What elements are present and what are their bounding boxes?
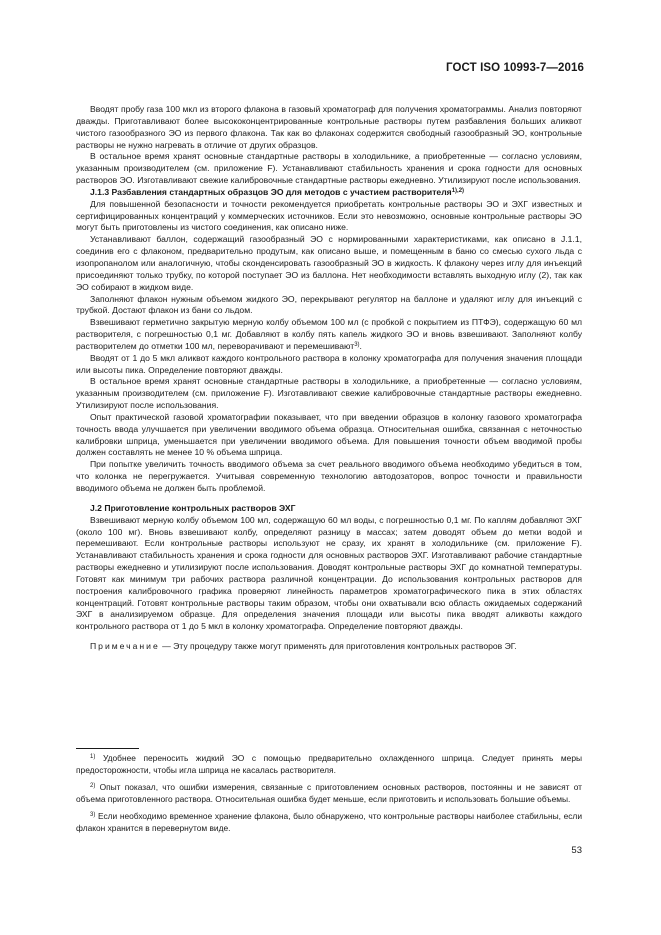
- footnote-mark: 3): [90, 811, 96, 818]
- paragraph: Для повышенной безопасности и точности рекомендуется приобретать контрольные растворы ЭО и ЭХГ известных и сертифицированных концентраций у коммерческих источников. Если это невозможно, основные контрольные растворы ЭО могут быть приготовлены из чистого соединения, как описано ниже.: [76, 198, 582, 233]
- paragraph: В остальное время хранят основные стандартные растворы в холодильнике, а приобретенные — согласно условиям, указанным производителем (см. приложение F). Устанавливают стабильность хранения и срока годности для основных растворов ЭО. Изготавливают свежие калибровочные стандартные растворы ежедневно. Утилизируют после использования.: [76, 151, 582, 186]
- footnote-separator: [76, 748, 139, 749]
- note-text: Эту процедуру также могут применять для приготовления контрольных растворов ЭГ.: [173, 641, 517, 652]
- note-dash: —: [162, 641, 171, 652]
- paragraph-end: .: [359, 340, 362, 351]
- section-heading-j2: J.2 Приготовление контрольных растворов ЭХГ: [90, 502, 296, 513]
- paragraph: Вводят от 1 до 5 мкл аликвот каждого контрольного раствора в колонку хроматографа для получения значения площади или высоты пика. Определение повторяют дважды.: [76, 352, 582, 375]
- document-body: [76, 104, 582, 653]
- footnotes: [76, 748, 582, 839]
- paragraph: Опыт практической газовой хроматографии показывает, что при введении образцов в колонку газового хроматографа точность ввода улучшается при увеличении вводимого объема образца. Относительная ошибка, связанная с неточностью калибровки шприца, уменьшается при увеличении вводимого объема. Для повышения точности объем вводимой пробы должен составлять не менее 10 % объема шприца.: [76, 411, 582, 458]
- paragraph: Устанавливают баллон, содержащий газообразный ЭО с нормированными характеристиками, как описано в J.1.1, соединив его с флаконом, предварительно продутым, как описано выше, и помещенным в баню со смесью сухого льда с изопропанолом или аналогичную, чтобы сконденсировать газообразный ЭО в жидкость. К флакону через иглу для инъекций присоединяют только трубку, по которой поступает ЭО из баллона. Нет необходимости вставлять выходную иглу (2), так как ЭО собирают в жидком виде.: [76, 234, 582, 292]
- footnote-ref: 3): [354, 341, 360, 348]
- note-label: Примечание: [90, 641, 160, 652]
- footnote-mark: 1): [90, 754, 96, 760]
- paragraph: Вводят пробу газа 100 мкл из второго флакона в газовый хроматограф для получения хроматограммы. Анализ повторяют дважды. Приготавливают более высококонцентрированные контрольные растворы путем разбавления больших аликвот чистого газообразного ЭО из первого флакона. Так как во флаконах содержится свободный газообразный ЭО, контрольные растворы не нужно нагревать в отличие от других образцов.: [76, 104, 582, 150]
- heading-text: J.1.3 Разбавления стандартных образцов ЭО для методов с участием растворителя: [90, 186, 452, 197]
- paragraph: Заполняют флакон нужным объемом жидкого ЭО, перекрывают регулятор на баллоне и удаляют иглу для инъекций с трубкой. Достают флакон из бани со льдом.: [76, 293, 582, 316]
- paragraph: В остальное время хранят основные стандартные растворы в холодильнике, а приобретенные — согласно условиям, указанным производителем (см. приложение F). Изготавливают свежие калибровочные стандартные растворы ежедневно. Утилизируют после использования.: [76, 376, 582, 411]
- page-number: 53: [571, 845, 582, 856]
- paragraph: [76, 317, 582, 353]
- paragraph: При попытке увеличить точность вводимого объема за счет реального вводимого объема необходимо убедиться в том, что колонка не перегружается. Учитывая современную технологию автодозаторов, вопрос точности и правильности вводимого объема не должен быть проблемой.: [76, 459, 582, 493]
- footnote: [76, 811, 582, 835]
- footnote-mark: 2): [90, 782, 96, 789]
- footnote-text: Если необходимо временное хранение флакона, было обнаружено, что контрольные растворы наиболее стабильны, если флакон хранится в перевернутом виде.: [76, 810, 582, 833]
- paragraph-text: Взвешивают герметично закрытую мерную колбу объемом 100 мл (с пробкой с покрытием из ПТФЭ), содержащую 60 мл растворителя, с погрешностью 0,1 мг. Добавляют в колбу пять капель жидкого ЭО и вновь взвешивают. Заполняют колбу растворителем до отметки 100 мл, переворачивают и перемешивают: [76, 317, 582, 351]
- document-header: ГОСТ ISO 10993-7—2016: [446, 62, 584, 74]
- footnote-text: Удобнее переносить жидкий ЭО с помощью предварительно охлажденного шприца. Следует принять меры предосторожности, чтобы игла шприца не касалась растворителя.: [76, 753, 582, 775]
- paragraph: Взвешивают мерную колбу объемом 100 мл, содержащую 60 мл воды, с погрешностью 0,1 мг. По каплям добавляют ЭХГ (около 100 мг). Вновь взвешивают колбу, определяют разницу в массах; затем доводят объем до метки водой и перемешивают. Если контрольные растворы используют не сразу, их хранят в холодильнике (см. приложение F). Устанавливают стабильность хранения и срока годности для основных растворов ЭХГ. Изготавливают рабочие стандартные растворы ежедневно и утилизируют после использования. Доводят контрольные растворы ЭХГ до комнатной температуры. Готовят как минимум три рабочих раствора различной концентрации. До использования контрольных растворов для построения калибровочного графика проверяют линейность параметров хроматографического пика в этих областях концентраций. Готовят контрольные растворы таким образом, чтобы они охватывали всю область ожидаемых содержаний ЭХГ в анализируемом образце. Для определения значения площади или высоты пика вводят аликвоты каждого контрольного раствора от 1 до 5 мкл в колонку хроматографа. Определение повторяют дважды.: [76, 514, 582, 632]
- footnote: [76, 753, 582, 777]
- footnote-text: Опыт показал, что ошибки измерения, связанные с приготовлением основных растворов, постоянны и не зависят от объема приготовленного раствора. Относительная ошибка будет меньше, если приготовить и использовать большие объемы.: [76, 781, 583, 804]
- section-heading-j13: [76, 187, 582, 199]
- footnote-ref: 1),2): [451, 187, 465, 194]
- footnote: [76, 782, 582, 806]
- note: [76, 641, 582, 653]
